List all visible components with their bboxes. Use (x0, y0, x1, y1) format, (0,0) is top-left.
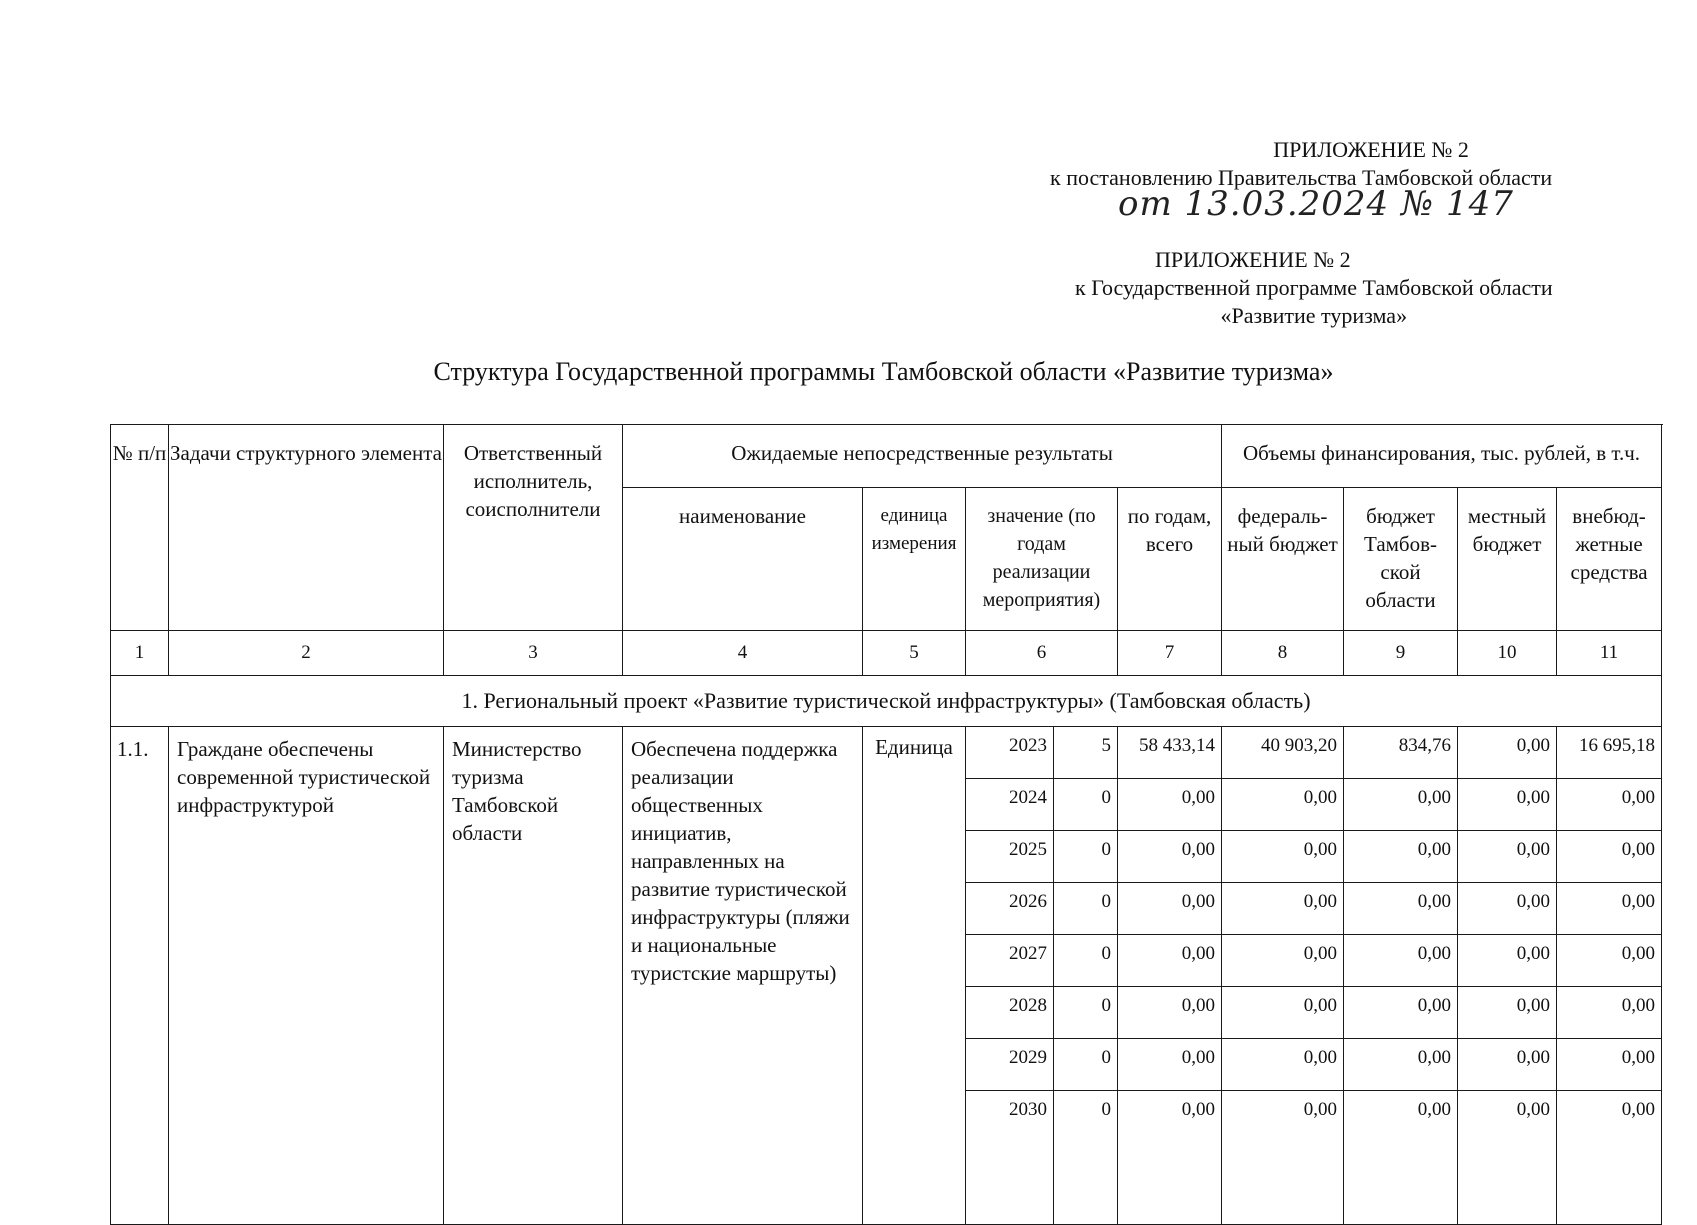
appendix-subtitle: к постановлению Правительства Тамбовской области (1050, 165, 1553, 190)
total-cell: 0,00 (1118, 935, 1222, 987)
column-number: 9 (1344, 631, 1458, 676)
col-header-total: по годам, всего (1118, 488, 1222, 631)
total-cell: 0,00 (1118, 883, 1222, 935)
offbudget-cell: 0,00 (1557, 987, 1662, 1039)
value-cell: 0 (1054, 831, 1118, 883)
program-structure-table (110, 424, 1662, 1225)
column-number: 1 (111, 631, 169, 676)
year-cell: 2026 (966, 883, 1054, 935)
year-cell: 2030 (966, 1091, 1054, 1225)
value-cell: 0 (1054, 1091, 1118, 1225)
total-cell: 0,00 (1118, 1039, 1222, 1091)
total-cell: 0,00 (1118, 831, 1222, 883)
col-header-federal: федераль- ный бюджет (1222, 488, 1344, 631)
offbudget-cell: 0,00 (1557, 779, 1662, 831)
regional-cell: 834,76 (1344, 727, 1458, 779)
table-header-row (111, 425, 1662, 488)
section-title: 1. Региональный проект «Развитие туристической инфраструктуры» (Тамбовская область) (111, 676, 1662, 727)
regional-cell: 0,00 (1344, 1091, 1458, 1225)
local-cell: 0,00 (1458, 831, 1557, 883)
col-header-value: значение (по годам реализации мероприятия) (966, 488, 1118, 631)
value-cell: 0 (1054, 987, 1118, 1039)
col-header-name: наименование (623, 488, 863, 631)
appendix-subtitle: к Государственной программе Тамбовской области (1075, 275, 1553, 300)
regional-cell: 0,00 (1344, 987, 1458, 1039)
row-responsible: Министерство туризма Тамбовской области (444, 727, 623, 1225)
column-number: 4 (623, 631, 863, 676)
local-cell: 0,00 (1458, 1039, 1557, 1091)
offbudget-cell: 16 695,18 (1557, 727, 1662, 779)
column-number: 2 (169, 631, 444, 676)
col-header-responsible: Ответственный исполнитель, соисполнители (444, 425, 623, 631)
appendix-title: ПРИЛОЖЕНИЕ № 2 (1155, 247, 1351, 272)
col-header-results: Ожидаемые непосредственные результаты (623, 425, 1222, 488)
appendix-program-name: «Развитие туризма» (1220, 303, 1408, 328)
row-task: Граждане обеспечены современной туристической инфраструктурой (169, 727, 444, 1225)
section-row (111, 676, 1662, 727)
handwritten-date-number: от 13.03.2024 № 147 (1118, 184, 1514, 224)
total-cell: 0,00 (1118, 1091, 1222, 1225)
regional-cell: 0,00 (1344, 779, 1458, 831)
local-cell: 0,00 (1458, 883, 1557, 935)
local-cell: 0,00 (1458, 1091, 1557, 1225)
year-cell: 2023 (966, 727, 1054, 779)
col-header-finance: Объемы финансирования, тыс. рублей, в т.ч. (1222, 425, 1662, 488)
column-number: 5 (863, 631, 966, 676)
row-result: Обеспечена поддержка реализации общественных инициатив, направленных на развитие туристической инфраструктуры (пляжи и национальные туристские маршруты) (623, 727, 863, 1225)
row-number: 1.1. (111, 727, 169, 1225)
year-cell: 2027 (966, 935, 1054, 987)
document-title: Структура Государственной программы Тамбовской области «Развитие туризма» (433, 357, 1334, 386)
appendix-title: ПРИЛОЖЕНИЕ № 2 (1273, 137, 1469, 162)
federal-cell: 0,00 (1222, 779, 1344, 831)
value-cell: 0 (1054, 935, 1118, 987)
column-number: 11 (1557, 631, 1662, 676)
value-cell: 5 (1054, 727, 1118, 779)
federal-cell: 40 903,20 (1222, 727, 1344, 779)
federal-cell: 0,00 (1222, 935, 1344, 987)
year-cell: 2024 (966, 779, 1054, 831)
col-header-offbudget: внебюд- жетные средства (1557, 488, 1662, 631)
offbudget-cell: 0,00 (1557, 831, 1662, 883)
regional-cell: 0,00 (1344, 831, 1458, 883)
col-header-regional: бюджет Тамбов- ской области (1344, 488, 1458, 631)
value-cell: 0 (1054, 779, 1118, 831)
col-header-no: № п/п (111, 425, 169, 631)
regional-cell: 0,00 (1344, 883, 1458, 935)
offbudget-cell: 0,00 (1557, 1091, 1662, 1225)
value-cell: 0 (1054, 883, 1118, 935)
column-number: 3 (444, 631, 623, 676)
local-cell: 0,00 (1458, 935, 1557, 987)
offbudget-cell: 0,00 (1557, 883, 1662, 935)
col-header-unit: единица измерения (863, 488, 966, 631)
value-cell: 0 (1054, 1039, 1118, 1091)
table-row (111, 727, 1662, 779)
col-header-local: местный бюджет (1458, 488, 1557, 631)
appendix-header-program (1075, 246, 1553, 330)
federal-cell: 0,00 (1222, 1091, 1344, 1225)
local-cell: 0,00 (1458, 727, 1557, 779)
regional-cell: 0,00 (1344, 1039, 1458, 1091)
total-cell: 58 433,14 (1118, 727, 1222, 779)
column-number: 7 (1118, 631, 1222, 676)
federal-cell: 0,00 (1222, 883, 1344, 935)
local-cell: 0,00 (1458, 779, 1557, 831)
column-number: 8 (1222, 631, 1344, 676)
federal-cell: 0,00 (1222, 831, 1344, 883)
year-cell: 2029 (966, 1039, 1054, 1091)
federal-cell: 0,00 (1222, 1039, 1344, 1091)
offbudget-cell: 0,00 (1557, 1039, 1662, 1091)
col-header-tasks: Задачи структурного элемента (169, 425, 444, 631)
offbudget-cell: 0,00 (1557, 935, 1662, 987)
total-cell: 0,00 (1118, 987, 1222, 1039)
regional-cell: 0,00 (1344, 935, 1458, 987)
year-cell: 2025 (966, 831, 1054, 883)
column-number: 10 (1458, 631, 1557, 676)
federal-cell: 0,00 (1222, 987, 1344, 1039)
row-unit: Единица (863, 727, 966, 1225)
column-number: 6 (966, 631, 1118, 676)
local-cell: 0,00 (1458, 987, 1557, 1039)
year-cell: 2028 (966, 987, 1054, 1039)
column-number-row (111, 631, 1662, 676)
total-cell: 0,00 (1118, 779, 1222, 831)
